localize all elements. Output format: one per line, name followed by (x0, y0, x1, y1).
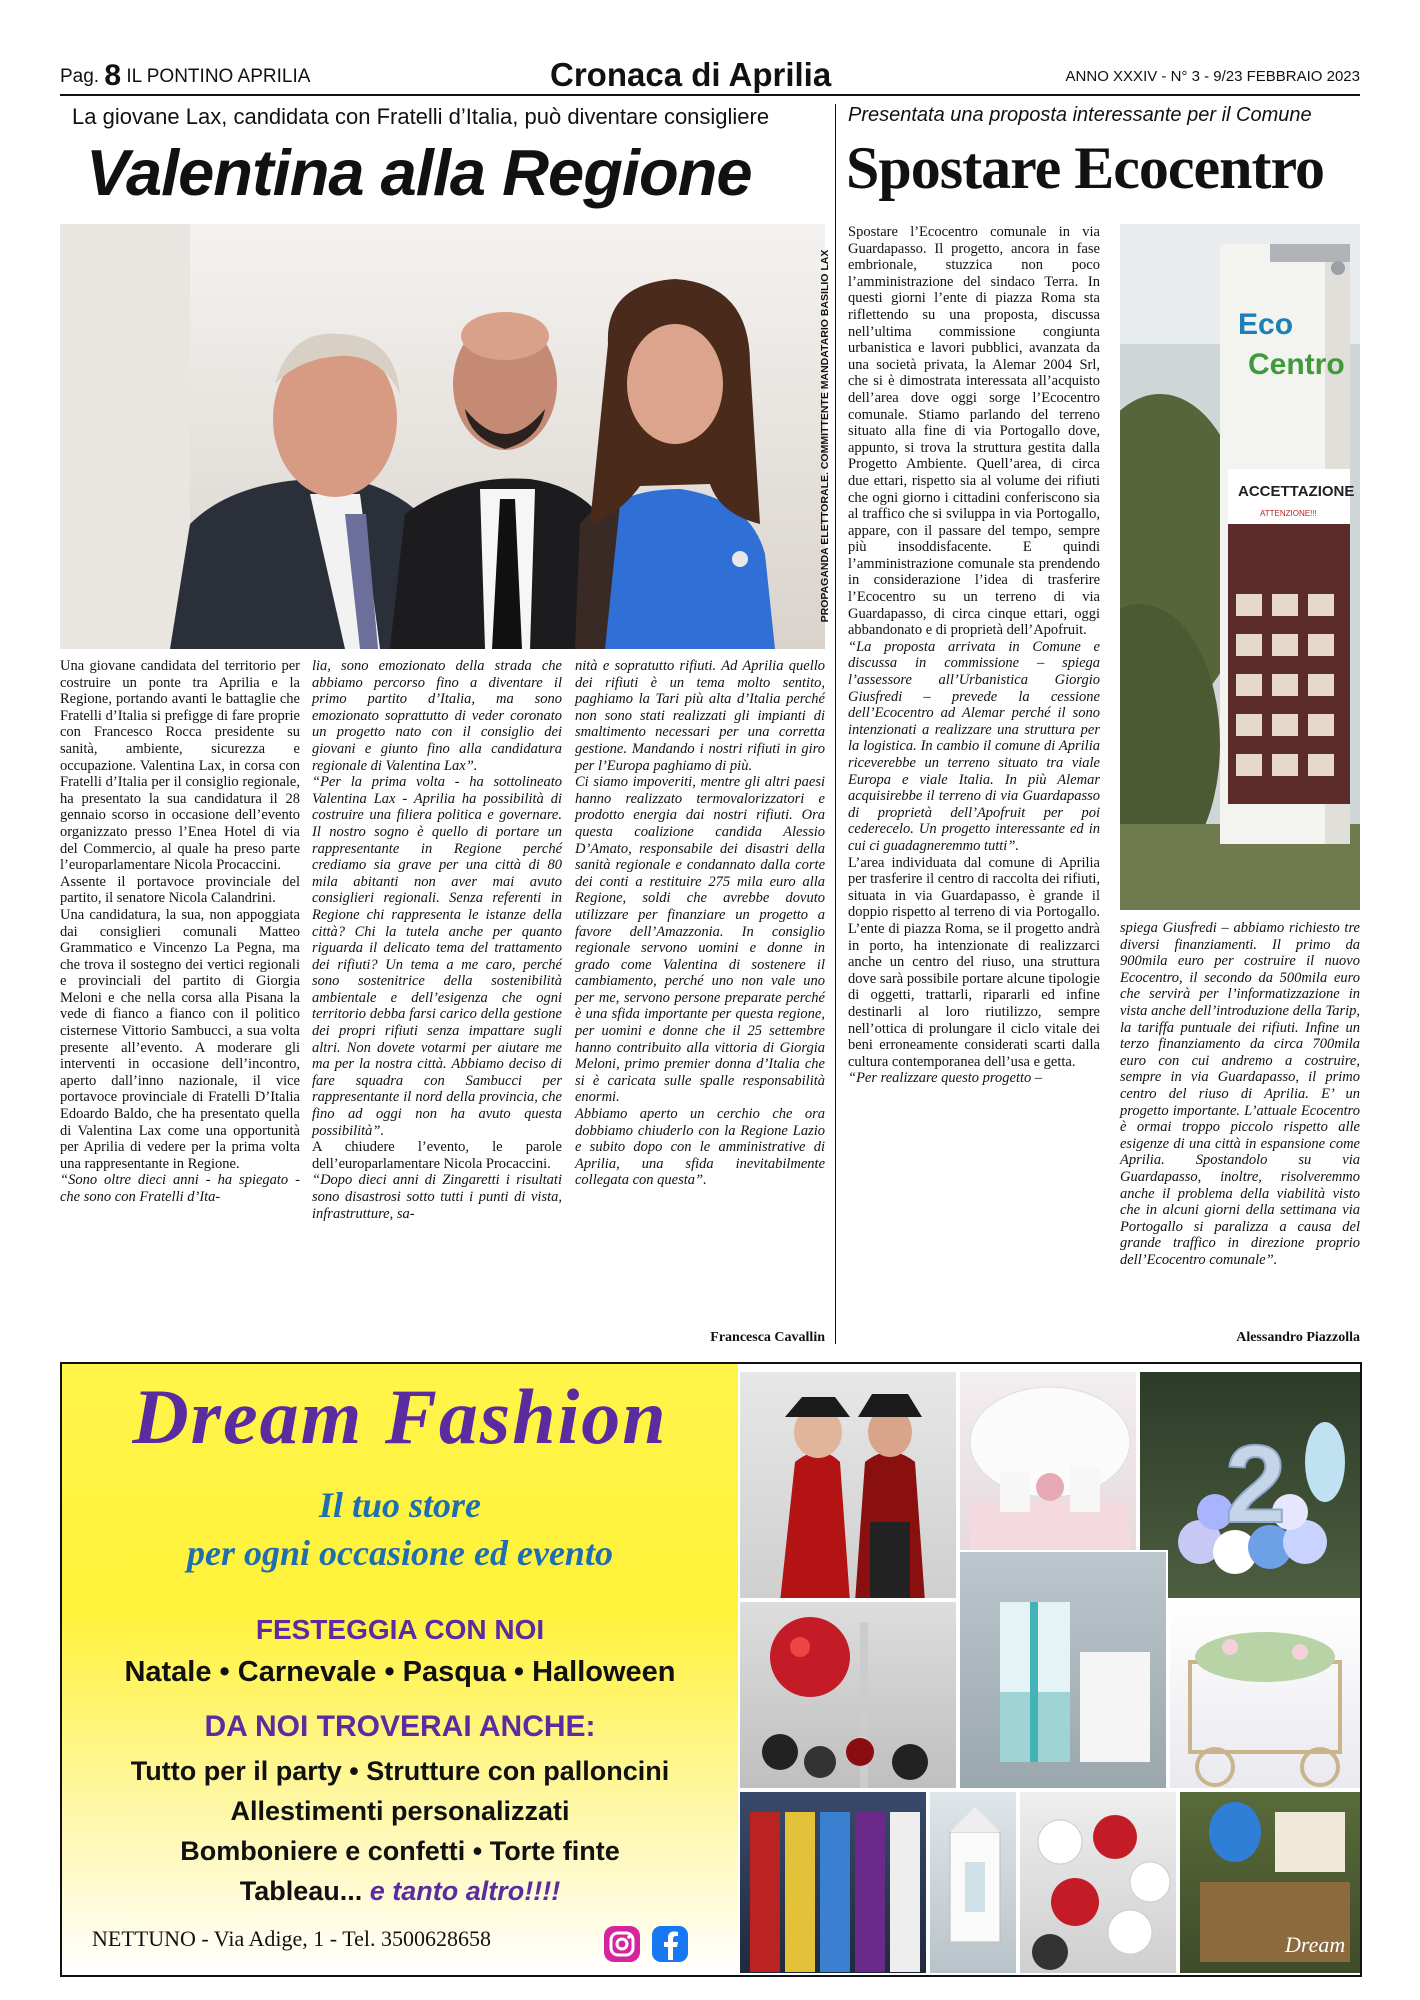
paragraph: nità e sopratutto rifiuti. Ad Aprilia quello dei rifiuti è un tema molto sentito, paghiamo la Tari più alta d’Italia perché non sono stati realizzati gli impianti di smaltimento necessari per una corretta gestione. Mandando i nostri rifiuti in giro per l’Europa paghiamo di più. (575, 658, 825, 774)
left-article-column-3 (575, 658, 825, 1189)
paragraph: L’area individuata dal comune di Aprilia per trasferire il centro di raccolta dei rifiuti, situata in via Guardapasso, è grande il doppio rispetto al terreno di via Portogallo. L’ente di piazza Roma, se il progetto andrà in porto, ha intenzionate di realizzarci anche un centro del riuso, una struttura dove sarà possibile portare alcune tipologie di oggetti, trattarli, ripararli ed infine destinarli al loro riutilizzo, sempre nell’ottica di prolungare il ciclo vitale dei beni erroneamente considerati scarti dalla cultura contemporanea dell’usa e getta. (848, 854, 1101, 1070)
ad-holidays-line: Natale • Carnevale • Pasqua • Halloween (124, 1656, 676, 1688)
quote-intro: “Per la prima volta - ha sottolineato Valentina Lax - (312, 774, 562, 807)
paragraph: spiega Giusfredi – abbiamo richiesto tre diversi finanziamenti. Il primo da 900mila euro per costruire il nuovo Ecocentro, il secondo da 500mila euro che servirà per l’informatizzazione in vista anche dell’introduzione della Tarip, la tariffa puntuale dei rifiuti. Infine un terzo finanziamento da circa 700mila euro con cui andremo a costruire, sempre in via Guardapasso, il primo centro del riuso di Aprilia. E’ un progetto importante. L’attuale Ecocentro è ormai troppo piccolo rispetto alle esigenze di una città in espansione come Aprilia. Spostandolo su via Guardapasso, inoltre, risolveremmo anche il problema della viabilità visto che in alcuni giorni della settimana via Portogallo si paralizza a causa del grande traffico in direzione proprio dell’Ecocentro comunale”. (1120, 920, 1360, 1268)
quote-body: Aprilia ha possibilità di costruire una filiera politica e governare. Il nostro sogno è quello di portare un rappresentante in Regione perché crediamo sia grave per una città di 80 mila abitanti non aver mai avuto consiglieri regionali. Senza referenti in Regione chi rappresenta le istanze della città? Chi la tutela anche per quanto riguarda il delicato tema del trattamento dei rifiuti? Un tema a me caro, perché sono sostenitrice della sostenibilità ambientale e dell’esigenza che ogni territorio debba farsi carico della gestione dei propri rifiuti senza impattare sugli altri. Non dovete votarmi per aiutare me ma per la nostra città. Abbiamo deciso di fare squadra con Sambucci per rappresentante il nord della provincia, che fino ad oggi non ha avuto questa possibilità”. (312, 790, 563, 1139)
ad-heading-festeggia: FESTEGGIA CON NOI (255, 1614, 545, 1645)
ad-subtitle-2: per ogni occasione ed evento (187, 1533, 613, 1573)
column-divider (835, 104, 836, 1344)
floral-cart-photo (1168, 1600, 1362, 1790)
ad-brand-title: Dream Fashion (132, 1373, 668, 1460)
paragraph: Ci siamo impoveriti, mentre gli altri paesi hanno realizzato termovalorizzatori e prodotto energia dai nostri rifiuti. Ora questa coalizione candida Alessio D’Amato, responsabile dei disastri della sanità regionale e condannato dalla corte dei conti a restituire 275 mila euro alla Regione, soldi che avrebbe dovuto utilizzare per finanziare un progetto a favore dell’Amazzonia. In consiglio regionale servono uomini e donne in grado come Valentina di sostenere il cambiamento, perché uno non vale uno per me, servono persone preparate perché è una sfida importante per questa regione, per uomini e donne che il 25 settembre hanno contribuito alla vittoria di Giorgia Meloni, primo premier donna d’Italia che si è caricata sulle spalle responsabilità enormi. (575, 774, 825, 1106)
electoral-notice (815, 226, 835, 646)
christmas-plush-photo (1018, 1790, 1178, 1975)
paragraph (312, 774, 562, 1139)
page-number-block (60, 59, 311, 92)
ad-heading-troverai: DA NOI TROVERAI ANCHE: (204, 1710, 596, 1743)
ecocentro-sign-photo (1120, 224, 1360, 910)
ad-line-tableau (62, 1876, 738, 1907)
costume-rack-photo (738, 1790, 928, 1975)
ad-line-allestimenti: Allestimenti personalizzati (230, 1796, 570, 1826)
left-article-headline: Valentina alla Regione (86, 136, 752, 209)
page-header (60, 56, 1360, 96)
facebook-icon (650, 1924, 690, 1964)
ad-tableau-text: Tableau... (239, 1876, 363, 1906)
ecocentro-logo-eco: Eco (1238, 308, 1294, 341)
right-article-signature: Alessandro Piazzolla (1236, 1330, 1360, 1345)
paragraph: “Per realizzare questo progetto – (848, 1070, 1043, 1087)
garden-party-photo (1178, 1790, 1362, 1975)
dream-sign: Dream (1285, 1932, 1346, 1957)
right-article-column-1 (848, 224, 1100, 1087)
sign-attenzione: ATTENZIONE!!! (1260, 509, 1317, 518)
candidates-photo-illustration (60, 224, 825, 649)
left-article-kicker: La giovane Lax, candidata con Fratelli d’Italia, può diventare consigliere (72, 104, 770, 129)
pirate-costume-photo (738, 1370, 958, 1600)
ad-line-bomboniere: Bomboniere e confetti • Torte finte (180, 1836, 620, 1866)
right-article-headline: Spostare Ecocentro (846, 135, 1325, 201)
dream-fashion-advertisement (60, 1362, 1362, 1977)
section-title: Cronaca di Aprilia (550, 56, 832, 93)
electoral-notice-text: PROPAGANDA ELETTORALE. COMMITTENTE MANDATARIO BASILIO LAX (819, 249, 831, 623)
publication-name: IL PONTINO APRILIA (126, 66, 311, 87)
paragraph: Una giovane candidata del territorio per costruire un ponte tra Aprilia e la Regione, portando avanti le battaglie che Fratelli d’Italia si prefigge di fare proprie con Francesco Rocca presidente su sanità, ambiente, sicurezza e occupazione. Valentina Lax, in corsa con Fratelli d’Italia per il consiglio regionale, ha presentato la sua candidatura il 28 gennaio scorso in occasione dell’evento organizzato presso l’Enea Hotel di via del Commercio, al quale ha preso parte l’europarlamentare Nicola Procaccini. (60, 658, 300, 874)
page-prefix: Pag. (60, 66, 100, 87)
right-article-column-2 (1120, 920, 1360, 1268)
gift-boxes-photo (958, 1550, 1168, 1790)
candidates-photo (60, 224, 825, 649)
balloon-number: 2 (1225, 1423, 1287, 1546)
paragraph: “Sono oltre dieci anni - ha spiegato - che sono con Fratelli d’Ita- (60, 1172, 300, 1205)
ad-photo-collage (738, 1364, 1362, 1975)
page-number: 8 (104, 59, 122, 92)
left-article-signature: Francesca Cavallin (710, 1330, 825, 1345)
ad-contact-line: NETTUNO - Via Adige, 1 - Tel. 3500628658 (92, 1926, 491, 1951)
municipality-crest-icon (1331, 261, 1345, 275)
paragraph: “La proposta arrivata in Comune e discussa in commissione – spiega l’assessore all’Urbanistica Giorgio Giusfredi – prevede la cessione dell’Ecocentro ad Alemar perché il sono intenzionati a realizzare una struttura per la logistica. In cambio il comune di Aprilia riceverebbe un terreno situato tra viale Europa e viale Italia. In più Alemar acquisirebbe il terreno di via Guardapasso di proprietà dell’Apofruit per poi cederecelo. Un progetto interessante ed in cui ci guadagneremmo tutti”. (848, 638, 1100, 854)
paragraph: Abbiamo aperto un cerchio che ora dobbiamo chiuderlo con la Regione Lazio e subito dopo con le amministrative di Aprilia, una sfida inevitabilmente collegata con questa”. (575, 1106, 825, 1189)
balloon-arrangement-photo (1138, 1370, 1362, 1600)
ad-line-party: Tutto per il party • Strutture con palloncini (130, 1756, 670, 1786)
left-article-column-1 (60, 658, 300, 1206)
paragraph: Una candidatura, la sua, non appoggiata dai consiglieri comunali Matteo Grammatico e Vincenzo La Pegna, ma che trova il sostegno dei vertici regionali e provinciali del partito di Giorgia Meloni e che nella corsa alla Pisana la vede di fianco a fianco con il politico cisternese Vittorio Sambucci, a sua volta presente all’evento. A moderare gli interventi in occasione dell’incontro, aperto dall’inno nazionale, il vice portavoce provinciale di Fratelli D’Italia Edoardo Baldo, che ha presentato quella di Valentina Lax come una opportunità per Aprilia di vedere per la prima volta una rappresentante in Regione. (60, 906, 300, 1172)
red-roses-candy-photo (738, 1600, 958, 1790)
issue-info: ANNO XXXIV - N° 3 - 9/23 FEBBRAIO 2023 (1065, 68, 1360, 85)
paragraph: A chiudere l’evento, le parole dell’europarlamentare Nicola Procaccini. (312, 1139, 562, 1172)
ad-tanto-altro-text: e tanto altro!!!! (369, 1876, 561, 1906)
ecocentro-logo-centro: Centro (1248, 348, 1345, 381)
ad-text-panel (62, 1364, 738, 1975)
paragraph: Spostare l’Ecocentro comunale in via Guardapasso. Il progetto, ancora in fase embrionale, stuzzica non poco l’amministrazione del sindaco Terra. In questi giorni l’ente di piazza Roma sta riflettendo su una proposta, discussa nell’ultima commissione congiunta urbanistica e lavori pubblici, avanzata da una società privata, la Alemar 2004 Srl, che si è dimostrata interessata all’acquisto dell’area dove oggi sorge l’Ecocentro comunale. Stiamo parlando del terreno situato alla fine di via Portogallo dove, appunto, si trova la struttura gestita dalla Progetto Ambiente. Quell’area, di circa due ettari, rispetto sia al volume dei rifiuti che ogni giorno i cittadini conferiscono sia al traffico che si sviluppa in via Portogallo, appare, con il passare del tempo, sempre più insoddisfacente. E quindi l’amministrazione comunale sta prendendo in considerazione l’idea di trasferire l’Ecocentro su un terreno di via Guardapasso, di circa cinque ettari, oggi abbandonato e di proprietà dell’Apofruit. (848, 224, 1100, 639)
paragraph: lia, sono emozionato della strada che abbiamo percorso fino a diventare il primo partito d’Italia, ma sono emozionato soprattutto di veder coronato un progetto nato con il consiglio dei giovani e giunto fino alla candidatura regionale di Valentina Lax”. (312, 658, 562, 774)
paragraph: Assente il portavoce provinciale del partito, il senatore Nicola Calandrini. (60, 873, 300, 907)
ecocentro-sign-illustration (1120, 224, 1360, 910)
paragraph: “Dopo dieci anni di Zingaretti i risultati sono disastrosi sotto tutti i punti di vista, infrastrutture, sa- (312, 1172, 562, 1222)
lantern-photo (928, 1790, 1018, 1975)
left-article-column-2 (312, 658, 562, 1222)
ad-subtitle-1: Il tuo store (318, 1485, 482, 1525)
sign-accettazione: ACCETTAZIONE (1238, 483, 1355, 500)
instagram-icon (602, 1924, 642, 1964)
right-article-kicker: Presentata una proposta interessante per il Comune (848, 104, 1312, 126)
